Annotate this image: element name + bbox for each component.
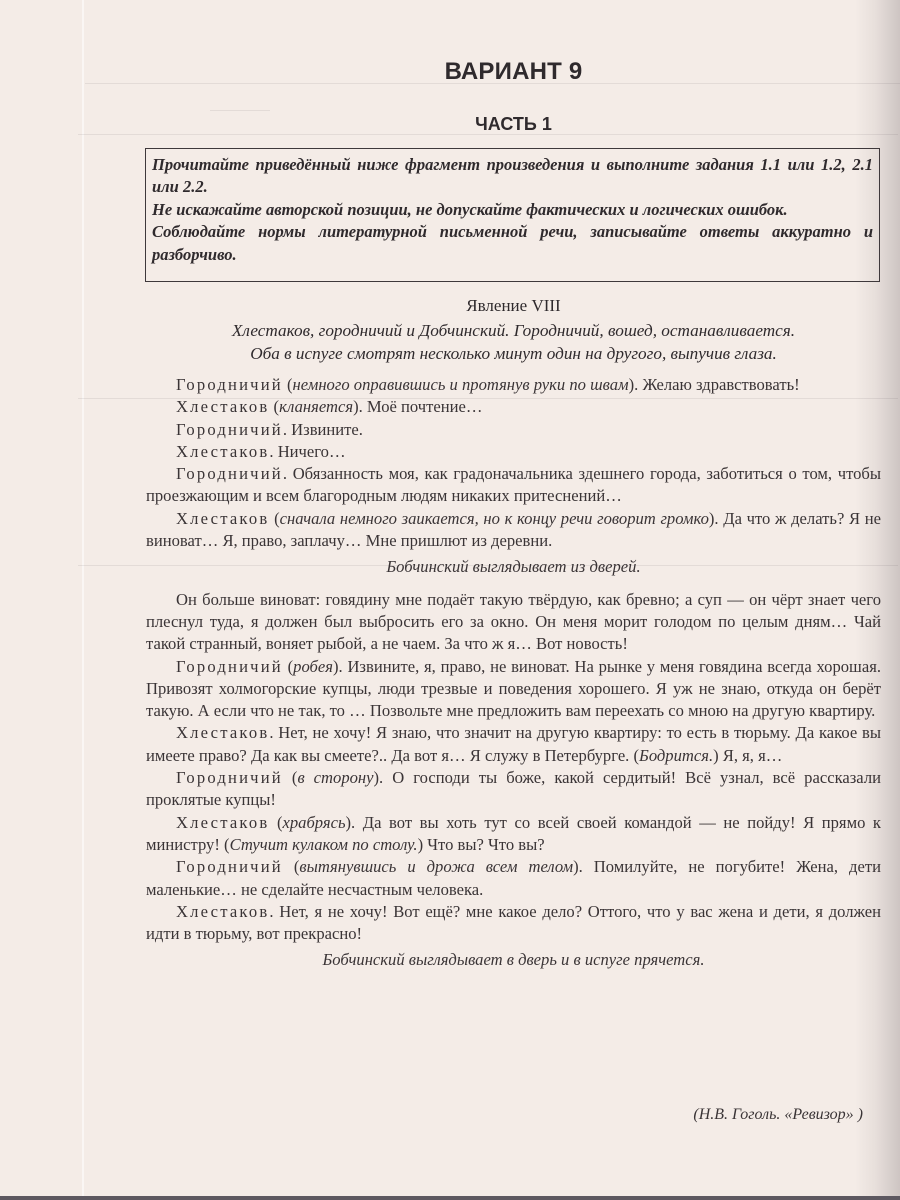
dialogue-text: Да вот вы хоть тут со всей своей командой — не пойду! Я прямо к министру! — [146, 812, 881, 854]
instruction-box — [145, 148, 880, 282]
dialogue-line: Хлестаков. Ничего… — [176, 441, 346, 461]
stage-remark: вытянувшись и дрожа всем телом — [299, 857, 574, 877]
speaker-name: Хлестаков — [176, 397, 270, 417]
speaker-name: Городничий — [176, 419, 283, 439]
dialogue-text: Ничего… — [277, 441, 346, 461]
stage-remark: сначала немного заикается, но к концу речи говорит громко — [279, 508, 709, 528]
stage-direction: Бобчинский выглядывает из дверей. — [386, 557, 641, 577]
speaker-name: Хлестаков — [176, 812, 270, 832]
stage-remark: в сторону — [297, 768, 374, 788]
scene-description-line: Хлестаков, городничий и Добчинский. Городничий, вошед, останавливается. — [231, 321, 796, 340]
play-text — [146, 374, 881, 982]
dialogue-line: Хлестаков (сначала немного заикается, но к концу речи говорит громко). Да что ж делать? Я не виноват… Я, право, заплачу… Мне пришлют из деревни. — [146, 508, 881, 551]
scan-bottom-edge — [0, 1196, 900, 1200]
variant-title: ВАРИАНТ 9 — [444, 58, 583, 85]
part-title: ЧАСТЬ 1 — [475, 114, 552, 134]
dialogue-text: Желаю здравствовать! — [642, 375, 800, 394]
dialogue-line: Городничий. Обязанность моя, как градоначальника здешнего города, заботиться о том, чтобы проезжающим и всем благородным людям никаких притеснений… — [146, 464, 882, 506]
inline-remark: Стучит кулаком по столу. — [229, 834, 418, 854]
source-attribution: (Н.В. Гоголь. «Ревизор» ) — [693, 1106, 863, 1123]
speaker-name: Хлестаков — [176, 723, 270, 743]
dialogue-text: Я, я, я… — [722, 745, 783, 765]
stage-remark: кланяется — [279, 397, 354, 417]
scene-title: Явление VIII — [466, 296, 561, 315]
dialogue-line: Городничий (в сторону). О господи ты боже, какой сердитый! Всё узнал, всё рассказали проклятые купцы! — [146, 768, 881, 810]
dialogue-text: Да что ж делать? Я не виноват… Я, право, заплачу… Мне пришлют из деревни. — [146, 508, 881, 551]
dialogue-line: Хлестаков. Нет, не хочу! Я знаю, что значит на другую квартиру: то есть в тюрьму. Да какое вы имеете право? Да как вы смеете?.. Да вот я… Я служу в Петербурге. (Бодрится.) Я, я, я… — [146, 723, 881, 765]
dialogue-text: Помилуйте, не погубите! Жена, дети маленькие… не сделайте несчастным человека. — [146, 857, 881, 899]
dialogue-text: Извините, я, право, не виноват. На рынке у меня говядина всегда хорошая. Привозят холмогорские купцы, люди трезвые и поведения хорошего. Я уж не знаю, откуда он берёт такую. А если что не так, то … Позвольте мне предложить вам переехать со мною на другую квартиру. — [146, 656, 881, 721]
page-fold-line — [82, 0, 84, 1196]
dialogue-line: Хлестаков (кланяется). Моё почтение… — [176, 397, 483, 417]
inline-remark: Бодрится. — [639, 745, 714, 765]
instruction-line: Соблюдайте нормы литературной письменной речи, записывайте ответы аккуратно и разборчиво. — [152, 222, 873, 264]
speaker-name: Городничий — [176, 857, 283, 877]
dialogue-text: Извините. — [291, 419, 363, 439]
dialogue-line: Городничий. Извините. — [176, 419, 363, 439]
dialogue-text: Он больше виноват: говядину мне подаёт такую твёрдую, как бревно; а суп — он чёрт знает чего плеснул туда, я должен был выбросить его за окно. Он меня морит голодом по целым дням… Чай такой странный, воняет рыбой, а не чаем. За что ж я… Вот новость! — [146, 589, 881, 654]
dialogue-text: О господи ты боже, какой сердитый! Всё узнал, всё рассказали проклятые купцы! — [146, 768, 881, 810]
dialogue-line — [146, 589, 881, 656]
stage-remark: храбрясь — [282, 812, 346, 832]
speaker-name: Городничий — [176, 656, 283, 676]
dialogue-line: Хлестаков. Нет, я не хочу! Вот ещё? мне какое дело? Оттого, что у вас жена и дети, я должен идти в тюрьму, вот прекрасно! — [146, 901, 882, 944]
dialogue-line: Хлестаков (храбрясь). Да вот вы хоть тут со всей своей командой — не пойду! Я прямо к министру! (Стучит кулаком по столу.) Что вы? Что вы? — [146, 812, 881, 854]
dialogue-line: Городничий (вытянувшись и дрожа всем телом). Помилуйте, не погубите! Жена, дети маленькие… не сделайте несчастным человека. — [146, 857, 881, 899]
scene-description — [146, 319, 881, 365]
dialogue-text: Обязанность моя, как градоначальника здешнего города, заботиться о том, чтобы проезжающим и всем благородным людям никаких притеснений… — [146, 464, 882, 506]
speaker-name: Хлестаков — [176, 441, 270, 461]
dialogue-line: Городничий (робея). Извините, я, право, не виноват. На рынке у меня говядина всегда хорошая. Привозят холмогорские купцы, люди трезвые и поведения хорошего. Я уж не знаю, откуда он берёт такую. А если что не так, то … Позвольте мне предложить вам переехать со мною на другую квартиру. — [146, 656, 881, 721]
speaker-name: Хлестаков — [176, 901, 270, 921]
scene-description-line: Оба в испуге смотрят несколько минут один на другого, выпучив глаза. — [250, 344, 777, 363]
stage-remark: робея — [293, 656, 333, 676]
speaker-name: Городничий — [176, 768, 283, 788]
instruction-line: Не искажайте авторской позиции, не допускайте фактических и логических ошибок. — [152, 199, 788, 219]
dialogue-text: Нет, я не хочу! Вот ещё? мне какое дело? Оттого, что у вас жена и дети, я должен идти в тюрьму, вот прекрасно! — [146, 901, 882, 944]
stage-direction: Бобчинский выглядывает в дверь и в испуге прячется. — [322, 950, 705, 970]
dialogue-text: Что вы? Что вы? — [427, 834, 545, 854]
stage-remark: немного оправившись и протянув руки по швам — [292, 375, 629, 394]
dialogue-text: Нет, не хочу! Я знаю, что значит на другую квартиру: то есть в тюрьму. Да какое вы имеете право? Да как вы смеете?.. Да вот я… Я служу в Петербурге. — [146, 723, 881, 765]
bleed-through-line — [210, 110, 270, 111]
instruction-line: Прочитайте приведённый ниже фрагмент произведения и выполните задания 1.1 или 1.2, 2.1 или 2.2. — [152, 155, 873, 197]
speaker-name: Хлестаков — [176, 508, 270, 528]
speaker-name: Городничий — [176, 464, 283, 484]
dialogue-line: Городничий (немного оправившись и протянув руки по швам). Желаю здравствовать! — [176, 375, 800, 394]
speaker-name: Городничий — [176, 375, 283, 394]
dialogue-text: Моё почтение… — [366, 397, 483, 417]
